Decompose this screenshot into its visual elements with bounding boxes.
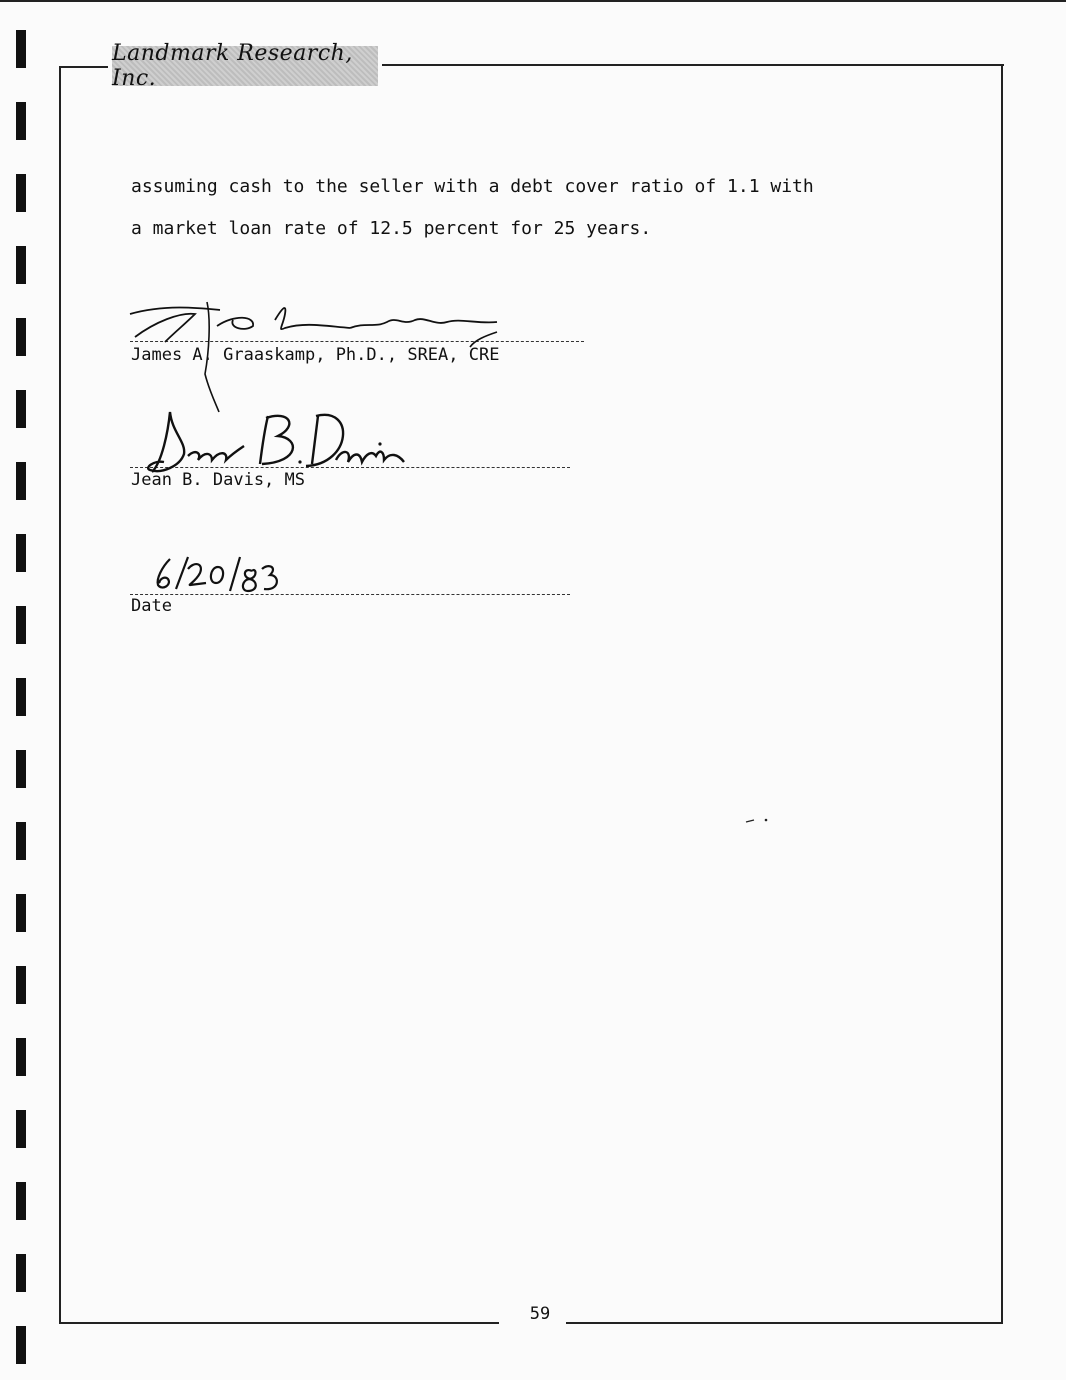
page-number: 59 <box>529 1304 551 1324</box>
body-text-line-2: a market loan rate of 12.5 percent for 25 years. <box>131 218 652 239</box>
binding-holes <box>16 30 28 1370</box>
handwritten-date <box>150 553 285 595</box>
body-text-line-1: assuming cash to the seller with a debt cover ratio of 1.1 with <box>131 176 814 197</box>
handwritten-signature-graaskamp <box>125 292 515 417</box>
date-label: Date <box>131 596 172 616</box>
logo-text: Landmark Research, Inc. <box>112 41 353 91</box>
page-top-edge <box>0 0 1066 2</box>
company-logo <box>112 41 378 91</box>
signatory-name: James A. Graaskamp, Ph.D., SREA, CRE <box>131 345 500 365</box>
paper-specks <box>744 816 774 826</box>
handwritten-signature-davis <box>140 402 420 487</box>
signatory-name: Jean B. Davis, MS <box>131 470 305 490</box>
